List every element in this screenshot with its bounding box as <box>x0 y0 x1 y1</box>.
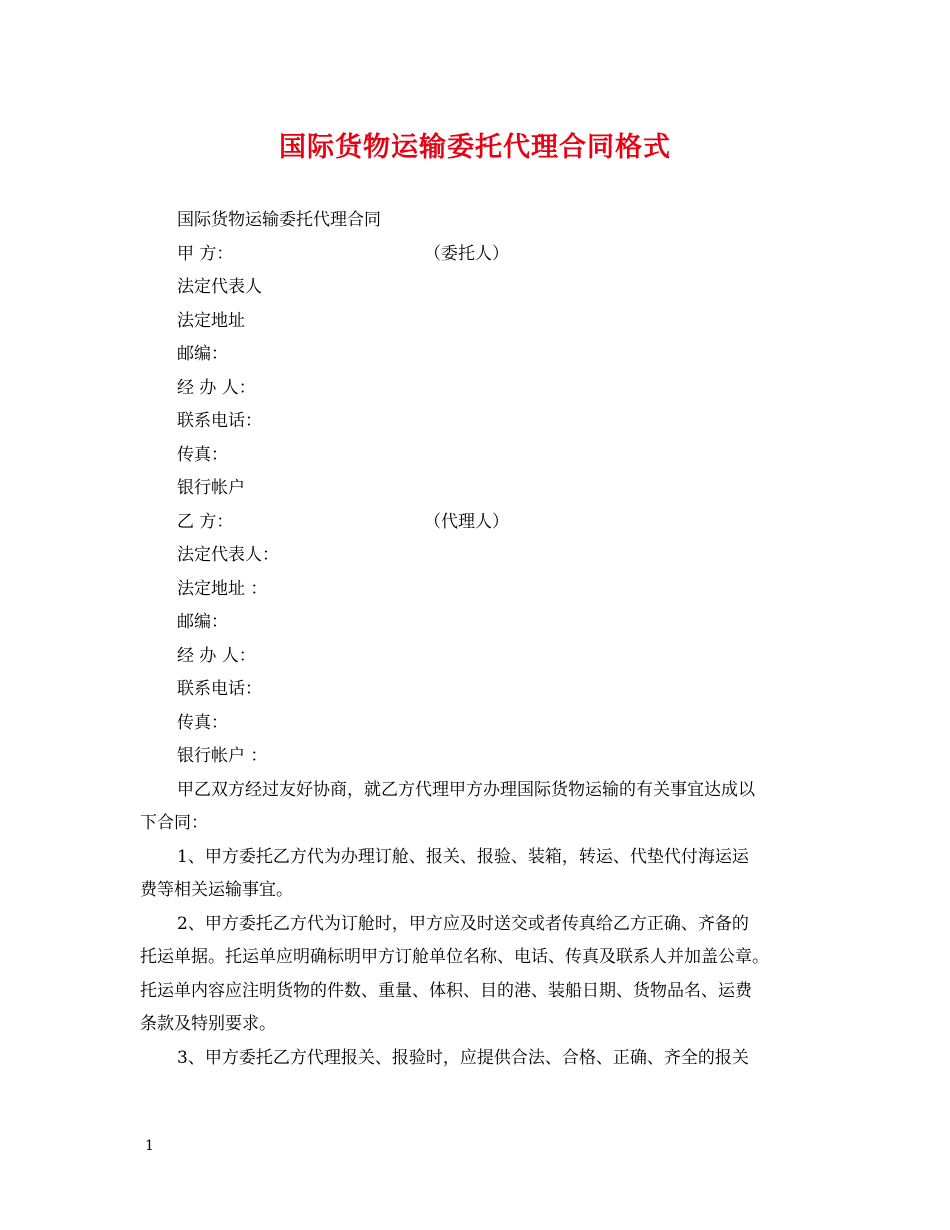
line-text: 甲乙双方经过友好协商，就乙方代理甲方办理国际货物运输的有关事宜达成以 <box>177 779 755 800</box>
text-line <box>140 573 820 607</box>
line-text: 托运单内容应注明货物的件数、重量、体积、目的港、装船日期、货物品名、运费 <box>140 980 752 1001</box>
line-text: 3、甲方委托乙方代理报关、报验时，应提供合法、合格、正确、齐全的报关 <box>177 1047 749 1068</box>
party-role: （代理人） <box>424 511 509 532</box>
line-text: 邮编： <box>177 344 228 364</box>
text-line <box>140 472 820 506</box>
line-text: 经 办 人： <box>177 377 256 398</box>
line-text: 乙 方： <box>177 511 234 532</box>
line-text: 邮编： <box>177 612 228 632</box>
text-line <box>140 271 820 305</box>
text-line <box>140 874 820 908</box>
line-text: 银行帐户 ： <box>177 746 268 766</box>
line-text: 下合同： <box>140 813 208 833</box>
party-role: （委托人） <box>424 243 509 264</box>
line-text: 传真： <box>177 712 228 733</box>
text-line <box>140 606 820 640</box>
line-text: 条款及特别要求。 <box>140 1014 276 1034</box>
text-line <box>140 807 820 841</box>
line-text: 法定代表人 <box>177 277 262 297</box>
text-line <box>140 707 820 741</box>
text-line <box>140 908 820 942</box>
text-line <box>140 539 820 573</box>
text-line <box>140 305 820 339</box>
text-line <box>140 774 820 808</box>
text-line <box>140 740 820 774</box>
text-line <box>140 439 820 473</box>
text-line <box>140 506 820 540</box>
page-number: 1 <box>145 1138 154 1154</box>
text-line <box>140 640 820 674</box>
line-text: 托运单据。托运单应明确标明甲方订舱单位名称、电话、传真及联系人并加盖公章。 <box>140 947 769 967</box>
text-line <box>140 372 820 406</box>
line-text: 法定地址 ： <box>177 578 268 599</box>
line-text: 2、甲方委托乙方代为订舱时，甲方应及时送交或者传真给乙方正确、齐备的 <box>177 913 749 934</box>
line-text: 银行帐户 <box>177 478 245 498</box>
line-text: 联系电话： <box>177 679 262 699</box>
line-text: 法定代表人： <box>177 545 279 565</box>
text-line <box>140 204 820 238</box>
line-text: 费等相关运输事宜。 <box>140 880 293 900</box>
text-line <box>140 405 820 439</box>
text-line <box>140 238 820 272</box>
text-line <box>140 1042 820 1076</box>
text-line <box>140 1008 820 1042</box>
text-line <box>140 975 820 1009</box>
line-text: 经 办 人： <box>177 645 256 666</box>
line-text: 联系电话： <box>177 411 262 431</box>
text-line <box>140 673 820 707</box>
document-title: 国际货物运输委托代理合同格式 <box>279 132 671 163</box>
document-body <box>140 204 820 1075</box>
text-line <box>140 338 820 372</box>
line-text: 1、甲方委托乙方代为办理订舱、报关、报验、装箱，转运、代垫代付海运运 <box>177 846 749 867</box>
text-line <box>140 841 820 875</box>
line-text: 传真： <box>177 444 228 465</box>
line-text: 国际货物运输委托代理合同 <box>177 210 381 230</box>
line-text: 法定地址 <box>177 310 245 331</box>
text-line <box>140 941 820 975</box>
line-text: 甲 方： <box>177 243 234 264</box>
